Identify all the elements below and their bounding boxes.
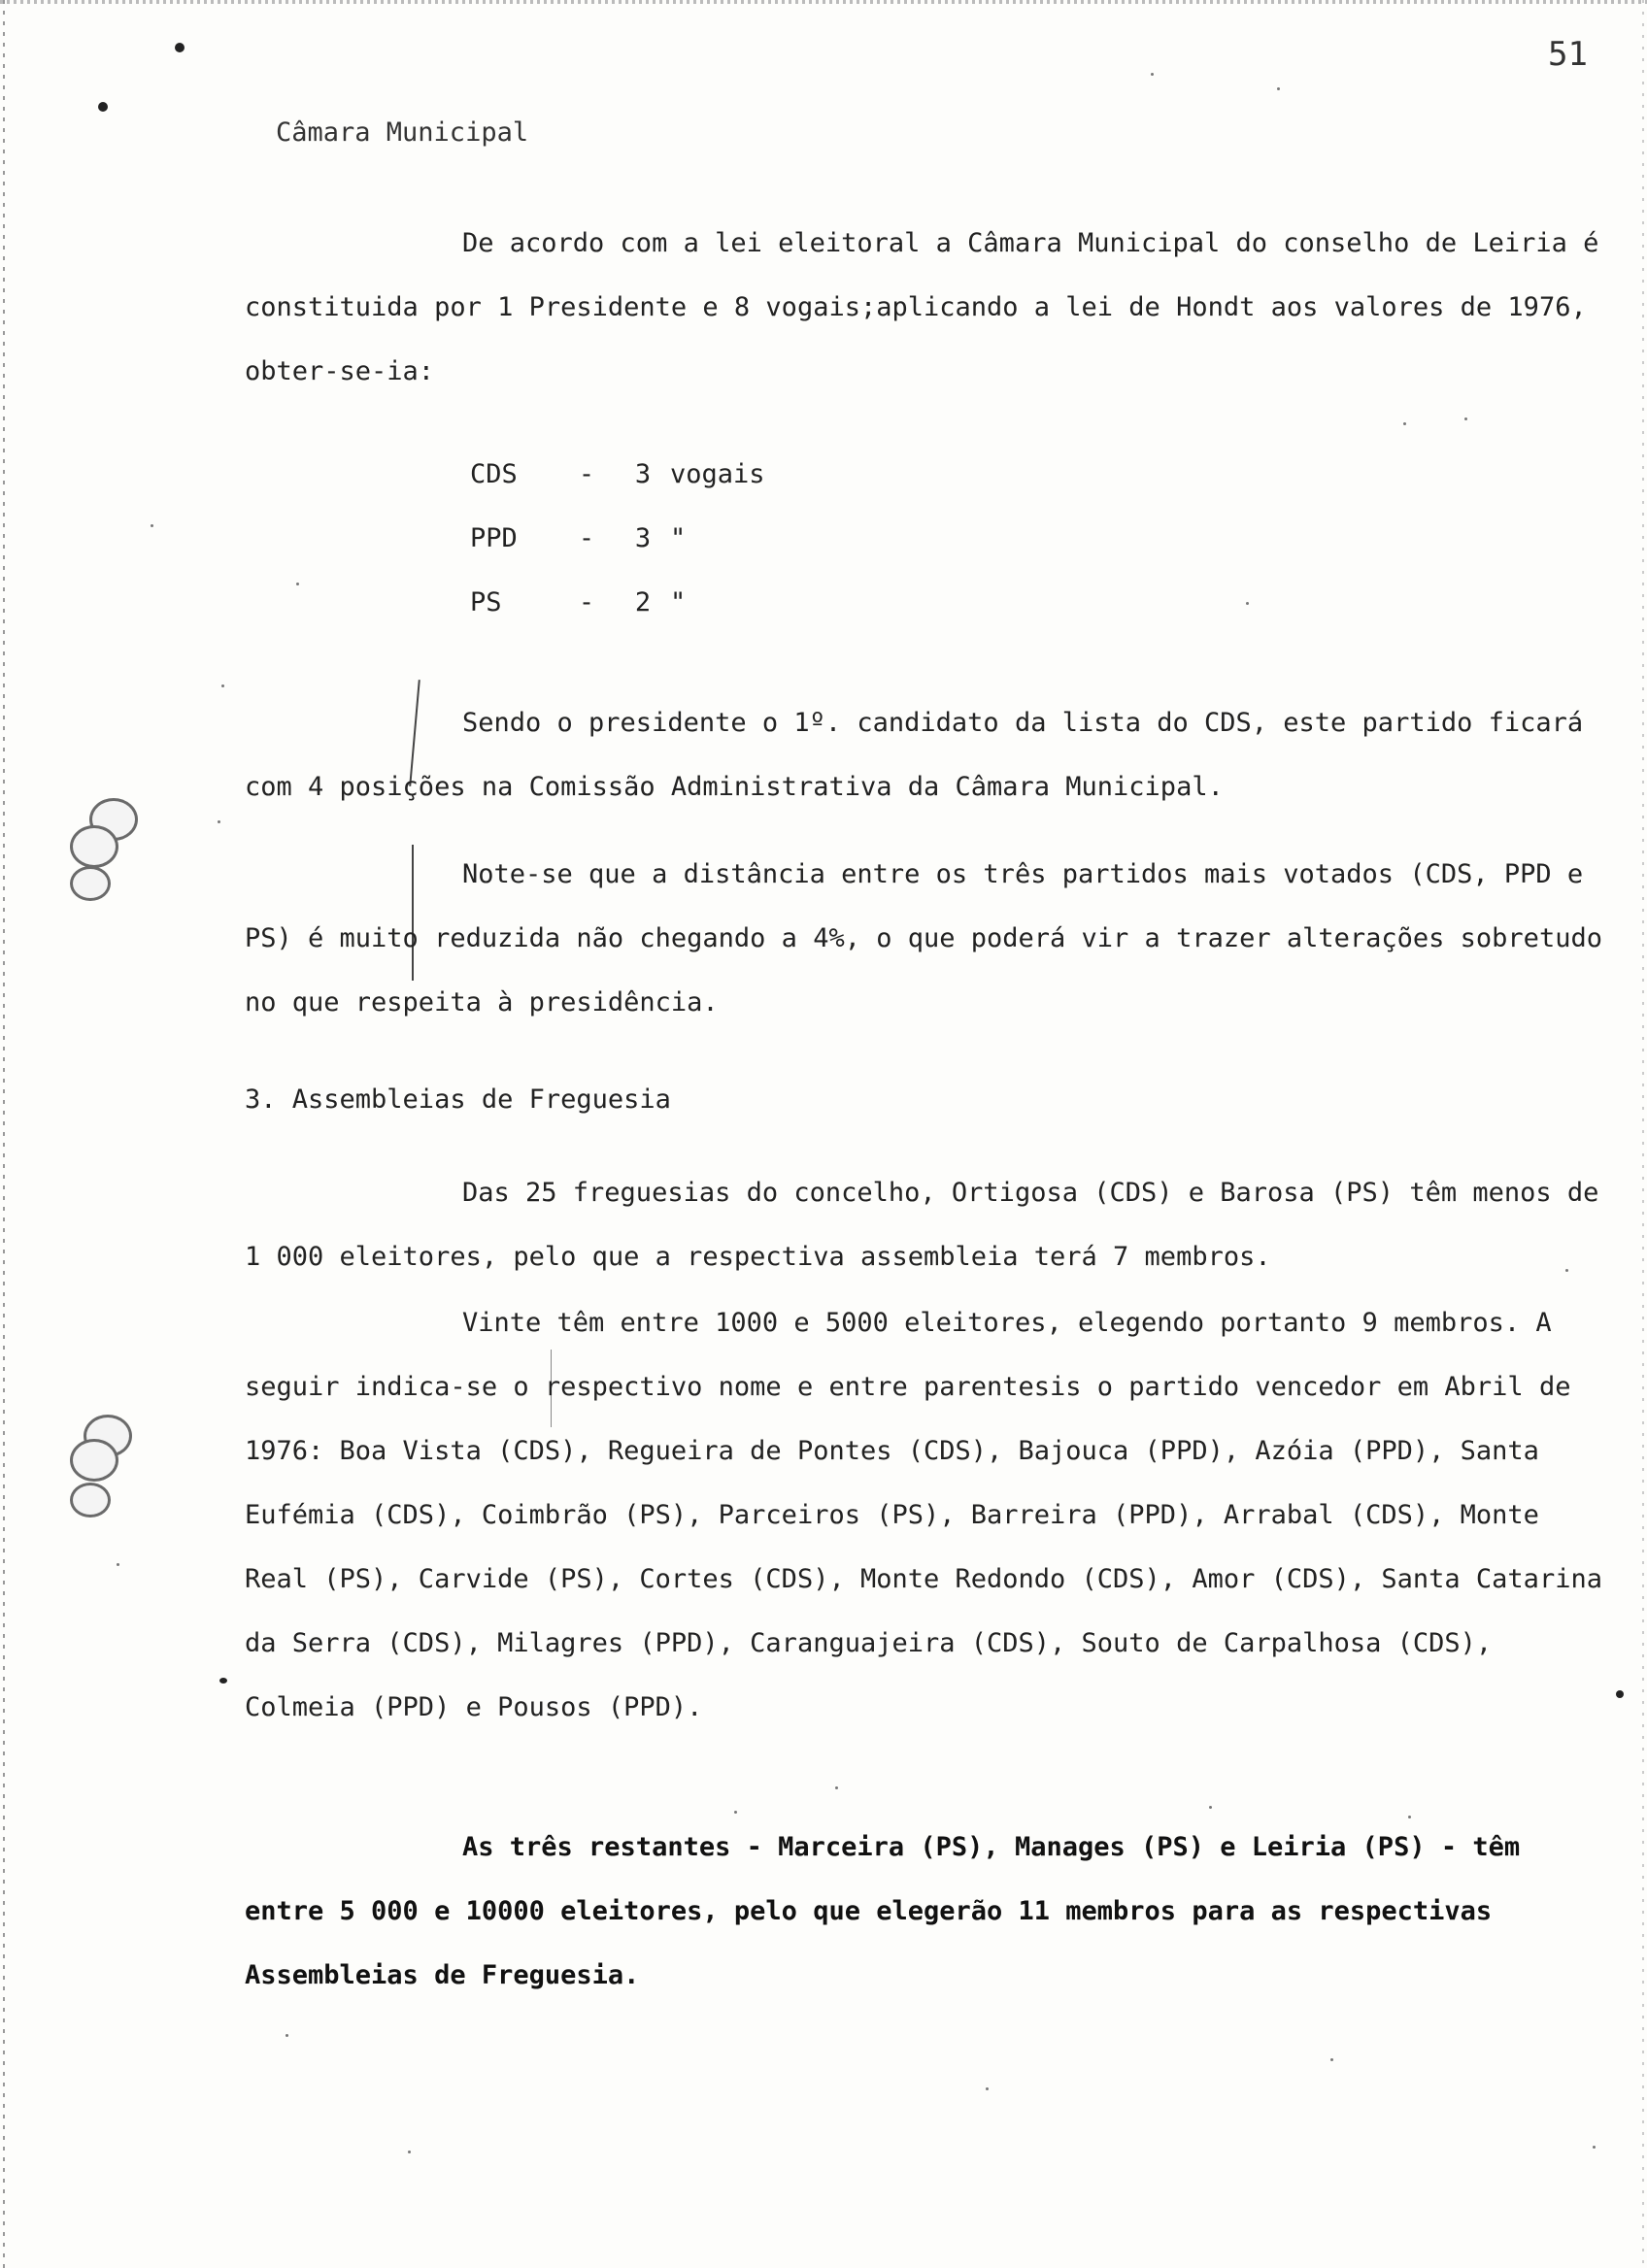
seat-row-ps: [470, 578, 806, 642]
punch-hole-mark: [70, 866, 111, 901]
ink-dot: [175, 43, 185, 52]
paragraph-medium-parishes-text: Vinte têm entre 1000 e 5000 eleitores, elegendo portanto 9 membros. A seguir indica-se o respectivo nome e entre parentesis o partido vencedor em Abril de 1976: Boa Vista (CDS), Regueira de Pontes (CDS), Bajouca (PPD), Azóia (PPD), Santa Eufémia (CDS), Coimbrão (PS), Parceiros (PS), Barreira (PPD), Arrabal (CDS), Monte Real (PS), Carvide (PS), Cortes (CDS), Monte Redondo (CDS), Amor (CDS), Santa Catarina da Serra (CDS), Milagres (PPD), Caranguajeira (CDS), Souto de Carpalhosa (CDS), Colmeia (PPD) e Pousos (PPD).: [245, 1308, 1602, 1722]
seat-dash: -: [578, 523, 595, 553]
speck: [218, 820, 220, 823]
speck: [151, 524, 153, 527]
speck: [117, 1563, 119, 1566]
speck: [286, 2034, 288, 2037]
seat-row-ppd: [470, 514, 806, 578]
paragraph-medium-parishes: [245, 1291, 1614, 1740]
seat-dash: -: [578, 587, 595, 617]
speck: [296, 583, 299, 585]
punch-hole-mark: [70, 1483, 111, 1518]
seat-label: ": [670, 587, 687, 617]
speck: [734, 1811, 737, 1814]
section-title-assembleias: 3. Assembleias de Freguesia: [245, 1084, 671, 1115]
paragraph-note-text: Note-se que a distância entre os três partidos mais votados (CDS, PPD e PS) é muito reduzida não chegando a 4%, o que poderá vir a trazer alterações sobretudo no que respeita à presidência.: [245, 859, 1602, 1017]
seat-label: ": [670, 523, 687, 553]
ink-dot: [219, 1678, 227, 1684]
speck: [1403, 422, 1406, 425]
speck: [835, 1786, 838, 1789]
seat-party: PPD: [470, 523, 518, 553]
speck: [1246, 602, 1249, 605]
paragraph-president: [245, 691, 1614, 819]
speck: [1330, 2058, 1333, 2061]
ink-dot: [1616, 1690, 1624, 1698]
seat-count: 2: [634, 587, 652, 617]
paragraph-note: [245, 843, 1614, 1035]
scan-right-border: [1642, 0, 1644, 2268]
speck: [408, 2151, 411, 2153]
scan-top-border: [0, 0, 1647, 4]
seat-party: CDS: [470, 459, 518, 489]
paragraph-intro-text: De acordo com a lei eleitoral a Câmara Municipal do conselho de Leiria é constituida por 1 Presidente e 8 vogais;aplicando a lei de Hondt aos valores de 1976, obter-se-ia:: [245, 228, 1599, 386]
paragraph-large-parishes: [245, 1816, 1614, 2008]
seat-count: 3: [634, 523, 652, 553]
paragraph-large-parishes-text: As três restantes - Marceira (PS), Manages (PS) e Leiria (PS) - têm entre 5 000 e 10000 eleitores, pelo que elegerão 11 membros para as respectivas Assembleias de Freguesia.: [245, 1832, 1521, 1990]
page-number: 51: [1548, 35, 1588, 74]
paragraph-small-parishes-text: Das 25 freguesias do concelho, Ortigosa (CDS) e Barosa (PS) têm menos de 1 000 eleitores, pelo que a respectiva assembleia terá 7 membros.: [245, 1178, 1599, 1272]
seat-label: vogais: [670, 459, 765, 489]
speck: [1593, 2146, 1596, 2149]
ink-dot: [98, 102, 108, 112]
paragraph-president-text: Sendo o presidente o 1º. candidato da lista do CDS, este partido ficará com 4 posições na Comissão Administrativa da Câmara Municipal.: [245, 708, 1584, 802]
speck: [1209, 1806, 1212, 1809]
section-heading-camara: Câmara Municipal: [276, 117, 529, 148]
speck: [221, 684, 224, 687]
seat-dash: -: [578, 459, 595, 489]
seat-allocation-list: [470, 450, 806, 642]
speck: [1277, 87, 1280, 90]
speck: [986, 2087, 989, 2090]
scan-left-border: [3, 0, 5, 2268]
punch-hole-mark: [70, 825, 118, 868]
speck: [1151, 73, 1154, 76]
seat-party: PS: [470, 587, 502, 617]
paragraph-intro: [245, 212, 1614, 404]
punch-hole-mark: [70, 1439, 118, 1482]
paragraph-small-parishes: [245, 1161, 1614, 1289]
seat-count: 3: [634, 459, 652, 489]
seat-row-cds: [470, 450, 806, 514]
speck: [1464, 417, 1467, 420]
